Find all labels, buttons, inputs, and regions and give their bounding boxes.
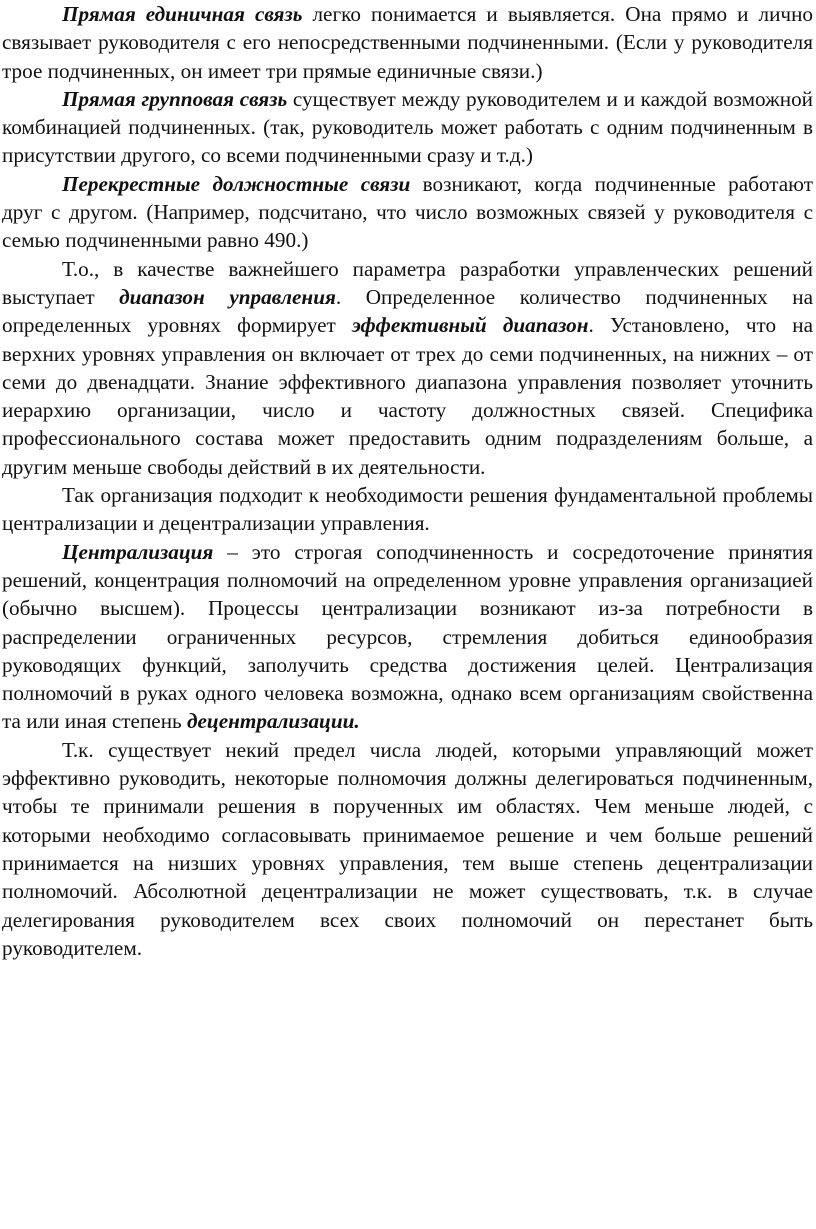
paragraph-decentralization [2,736,813,962]
paragraph-text: – это строгая соподчиненность и сосредоточение принятия решений, концентрация полномочий на определенном уровне управления организацией (обычно высшем). Процессы централизации возникают из-за потребности в распределении ограниченных ресурсов, стремления добиться единообразия руководящих функций, заполучить средства достижения целей. Централизация полномочий в руках одного человека возможна, однако всем организациям свойственна та или иная степень [2,539,813,734]
term-decentralization: децентрализации. [187,709,360,734]
document-body [2,0,813,962]
paragraph-direct-group-link [2,85,813,170]
term-direct-group-link: Прямая групповая связь [62,86,288,111]
paragraph-text: существует между руководителем и и каждой возможной комбинацией подчиненных. (так, руководитель может работать с одним подчиненным в присутствии другого, со всеми подчиненными сразу и т.д.) [2,86,813,168]
paragraph-centralization [2,538,813,736]
paragraph-text: Т.к. существует некий предел числа людей, которыми управляющий может эффективно руководить, некоторые полномочия должны делегироваться подчиненным, чтобы те принимали решения в порученных им областях. Чем меньше людей, с которыми необходимо согласовывать принимаемое решение и чем больше решений принимается на низших уровнях управления, тем выше степень децентрализации полномочий. Абсолютной децентрализации не может существовать, т.к. в случае делегирования руководителем всех своих полномочий он перестанет быть руководителем. [2,737,813,960]
paragraph-text: . Определенное количество подчиненных на определенных уровнях формирует [2,284,814,338]
paragraph-text: . Установлено, что на верхних уровнях управления он включает от трех до семи подчиненных, на нижних – от семи до двенадцати. Знание эффективного диапазона управления позволяет уточнить иерархию организации, число и частоту должностных связей. Специфика профессионального состава может предоставить одним подразделениям больше, а другим меньше свободы действий в их деятельности. [2,313,813,479]
paragraph-span-of-control [2,255,813,481]
paragraph-text: Т.о., в качестве важнейшего параметра разработки управленческих решений выступает [2,256,813,309]
paragraph-centralization-problem [2,481,813,538]
paragraph-text: Так организация подходит к необходимости решения фундаментальной проблемы централизации и децентрализации управления. [2,483,813,536]
paragraph-text: возникают, когда подчиненные работают друг с другом. (Например, подсчитано, что число возможных связей у руководителя с семью подчиненными равно 490.) [2,171,813,253]
term-centralization: Централизация [62,539,214,564]
term-cross-links: Перекрестные должностные связи [62,171,411,196]
paragraph-text: легко понимается и выявляется. Она прямо и лично связывает руководителя с его непосредственными подчиненными. (Если у руководителя трое подчиненных, он имеет три прямые единичные связи.) [2,2,814,83]
term-effective-span: эффективный диапазон [352,313,589,338]
term-span-of-control: диапазон управления [119,284,336,309]
term-direct-single-link: Прямая единичная связь [62,2,303,26]
paragraph-cross-links [2,170,813,255]
paragraph-direct-single-link [2,0,813,85]
